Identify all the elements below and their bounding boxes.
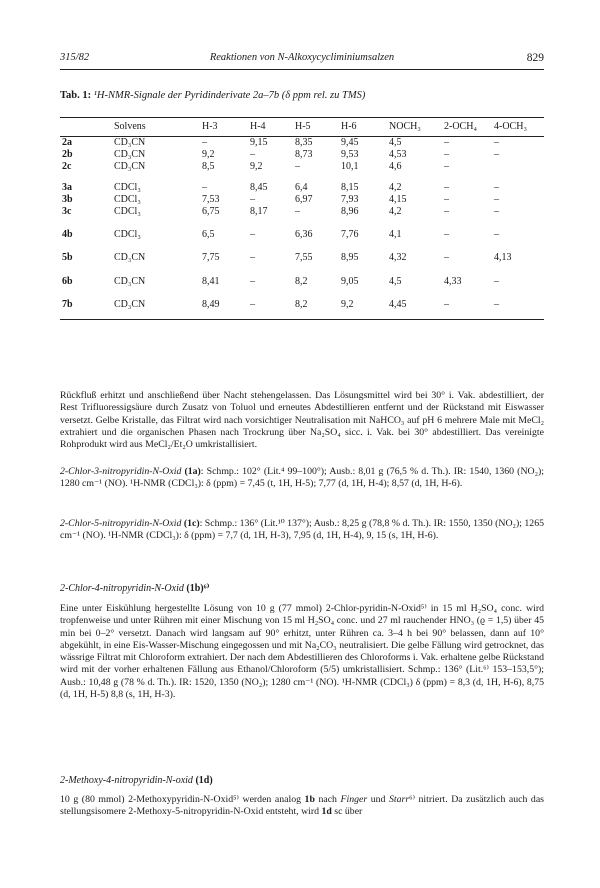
compound-cell: 2c	[62, 161, 72, 173]
table-cell: –	[444, 229, 449, 241]
table-cell: –	[250, 275, 255, 287]
table-row	[60, 137, 544, 150]
table-cell: 8,96	[341, 206, 359, 218]
bottom-rule-cell	[60, 311, 544, 320]
table-row	[60, 161, 544, 173]
table-cell: 4,6	[389, 161, 402, 173]
compound-cell: 2a	[62, 137, 72, 148]
issue-code: 315/82	[60, 52, 90, 63]
table-cell: 9,2	[341, 298, 354, 310]
table-cell: –	[494, 229, 499, 241]
section-title-1d	[60, 775, 544, 786]
page-number: 829	[526, 52, 544, 64]
table-cell: 8,41	[202, 275, 220, 287]
table-cell: 9,2	[202, 149, 215, 161]
running-title: Reaktionen von N-Alkoxycycliminiumsalzen	[209, 52, 395, 63]
table-cell: 4,1	[389, 229, 402, 241]
table-cell: CD₃CN	[114, 149, 146, 161]
compound-cell: 2b	[62, 149, 73, 161]
compound-ref-1d: 1d	[321, 806, 332, 818]
text-run: ⁶⁾ nitriert. Da zusätzlich auch das stellungsisomere 2-Methoxy-5-nitropyridin-N-Oxid entsteht, wird	[60, 794, 544, 818]
section-title-1b	[60, 583, 544, 594]
compound-cell: 3c	[62, 206, 72, 218]
table-header-row	[60, 118, 544, 137]
table-cell: 4,5	[389, 137, 402, 148]
table-row	[60, 194, 544, 206]
table-cell: 8,73	[295, 149, 313, 161]
table-caption-text: ¹H-NMR-Signale der Pyridinderivate 2a–7b (δ ppm rel. zu TMS)	[93, 90, 366, 101]
compound-cell: 3a	[62, 181, 72, 193]
text-block-1	[60, 390, 544, 455]
table-cell: 8,95	[341, 252, 359, 264]
table-cell: 10,1	[341, 161, 359, 173]
header-rule	[60, 69, 544, 70]
spacer-cell	[60, 174, 544, 182]
table-cell: 7,76	[341, 229, 359, 241]
table-cell: 4,13	[494, 252, 512, 264]
table-cell: –	[444, 137, 449, 148]
table-cell: –	[250, 229, 255, 241]
table-cell: –	[202, 181, 207, 193]
table-cell: –	[494, 206, 499, 218]
table-cell: 8,49	[202, 298, 220, 310]
table-cell: 6,75	[202, 206, 220, 218]
table-cell: 6,5	[202, 229, 215, 241]
table-cell	[492, 161, 544, 173]
section-name-1b: 2-Chlor-4-nitropyridin-N-Oxid	[60, 583, 184, 594]
table-cell: 4,5	[389, 275, 402, 287]
column-header: NOCH₃	[387, 118, 442, 137]
table-cell: –	[202, 137, 207, 148]
column-header	[60, 118, 112, 137]
column-header: 2-OCH₄	[442, 118, 492, 137]
column-header: H-6	[339, 118, 387, 137]
table-cell: –	[494, 181, 499, 193]
table-caption	[60, 90, 544, 101]
table-cell: CD₃CN	[114, 161, 146, 173]
spacer-cell	[60, 265, 544, 276]
table-cell: 7,55	[295, 252, 313, 264]
compound-label-1c: (1c)	[183, 518, 200, 529]
paragraph-1a	[60, 466, 544, 491]
table-cell: 9,15	[250, 137, 268, 148]
table-cell: –	[295, 206, 300, 218]
text-run: und	[367, 794, 389, 805]
group-spacer	[60, 241, 544, 252]
table-cell: CDCl₃	[114, 181, 141, 193]
compound-ref-1b: 1b	[304, 794, 315, 805]
group-spacer	[60, 218, 544, 229]
compound-cell: 4b	[62, 229, 73, 241]
table-cell: CD₃CN	[114, 252, 146, 264]
table-row	[60, 206, 544, 218]
paragraph-1d-procedure	[60, 794, 544, 819]
table-cell: 4,2	[389, 206, 402, 218]
paragraph-procedure-end: Rückfluß erhitzt und anschließend über Nacht stehengelassen. Das Lösungsmittel wird bei 30° i. Vak. abdestilliert, der Rest Trifluoressigsäure durch Zusatz von Toluol und erneutes Abdestillieren entfernt und der Rückstand mit Eiswasser versetzt. Gelbe Kristalle, das Filtrat wird nach vorsichtiger Neutralisation mit NaHCO₃ auf pH 6 mehrere Male mit MeCl₂ extrahiert und die organischen Phasen nach Trockrung über Na₂SO₄ sicc. i. Vak. bei 30° abdestilliert. Das vereinigte Rohprodukt wird aus MeCl₂/Et₂O umkristallisiert.	[60, 390, 544, 451]
table-cell: 8,17	[250, 206, 268, 218]
table-cell: –	[494, 193, 499, 205]
table-cell: CD₃CN	[114, 298, 146, 310]
table-cell: 8,15	[341, 181, 359, 193]
table-cell: –	[494, 275, 499, 287]
table-cell: 9,05	[341, 275, 359, 287]
compound-data-1a: : Schmp.: 102° (Lit.⁴ 99–100°); Ausb.: 8,01 g (76,5 % d. Th.). IR: 1540, 1360 (NO₂); 1280 cm⁻¹ (NO). ¹H-NMR (CDCl₃): δ (ppm) = 7,45 (t, 1H, H-5); 7,77 (d, 1H, H-4); 8,57 (d, 1H, H-6).	[60, 466, 544, 490]
table-cell: CDCl₃	[114, 229, 141, 241]
column-header: H-4	[248, 118, 293, 137]
compound-name-1a: 2-Chlor-3-nitropyridin-N-Oxid	[60, 466, 182, 477]
table-cell: 8,45	[250, 181, 268, 193]
text-block-1d	[60, 794, 544, 823]
table-cell: –	[250, 149, 255, 161]
table-cell: 4,33	[444, 275, 462, 287]
table-cell: CD₃CN	[114, 275, 146, 287]
table-cell: 9,53	[341, 149, 359, 161]
table-row	[60, 299, 544, 311]
table-cell: CDCl₃	[114, 193, 141, 205]
section-name-1d: 2-Methoxy-4-nitropyridin-N-oxid	[60, 775, 193, 786]
table-cell: –	[444, 161, 449, 173]
text-run: sc über	[331, 806, 363, 818]
table-row	[60, 149, 544, 161]
table-cell: 8,2	[295, 275, 308, 287]
text-block-1a	[60, 466, 544, 495]
group-spacer	[60, 265, 544, 276]
compound-cell: 3b	[62, 193, 73, 205]
table-row	[60, 276, 544, 288]
running-header	[60, 52, 544, 68]
compound-name-1c: 2-Chlor-5-nitropyridin-N-Oxid	[60, 518, 182, 529]
table-cell: –	[494, 137, 499, 148]
compound-label-1a: (1a)	[184, 466, 201, 477]
table-cell: 6,4	[295, 181, 308, 193]
table-cell: –	[250, 252, 255, 264]
table-cell: 4,2	[389, 181, 402, 193]
spacer-cell	[60, 288, 544, 299]
spacer-cell	[60, 218, 544, 229]
table-cell: 9,2	[250, 161, 263, 173]
table-cell: 4,15	[389, 193, 407, 205]
table-cell: 9,45	[341, 137, 359, 148]
table-cell: 4,32	[389, 252, 407, 264]
column-header: 4-OCH₃	[492, 118, 544, 137]
spacer-cell	[60, 241, 544, 252]
table-label: Tab. 1:	[60, 90, 92, 101]
column-header: Solvens	[112, 118, 200, 137]
table-body	[60, 137, 544, 320]
table-cell: –	[444, 149, 449, 161]
table-cell: 6,36	[295, 229, 313, 241]
compound-cell: 6b	[62, 275, 73, 287]
paragraph-1c	[60, 518, 544, 543]
table-cell: –	[444, 206, 449, 218]
table-cell: –	[494, 298, 499, 310]
nmr-table	[60, 117, 544, 320]
table-cell: –	[444, 252, 449, 264]
table-cell: 7,93	[341, 193, 359, 205]
table-row	[60, 229, 544, 241]
table-cell: –	[250, 193, 255, 205]
section-label-1d: (1d)	[195, 775, 213, 786]
table-row	[60, 182, 544, 194]
text-block-1b	[60, 603, 544, 705]
group-spacer	[60, 174, 544, 182]
text-block-1c	[60, 518, 544, 547]
text-run: 10 g (80 mmol) 2-Methoxypyridin-N-Oxid⁵⁾ werden analog	[60, 794, 305, 805]
table-row	[60, 252, 544, 264]
table-cell: 8,2	[295, 298, 308, 310]
table-cell: 8,35	[295, 137, 313, 148]
table-cell: CD₃CN	[114, 137, 146, 148]
table-cell: –	[444, 181, 449, 193]
paragraph-1b-procedure: Eine unter Eiskühlung hergestellte Lösung von 10 g (77 mmol) 2-Chlor-pyridin-N-Oxid⁵⁾ in 15 ml H₂SO₄ conc. wird tropfenweise und unter Rühren mit einer Mischung von 15 ml H₂SO₄ conc. und 27 ml rauchender HNO₃ (ϱ = 1,5) über 45 min bei 0–2° versetzt. Danach wird langsam auf 90° erhitzt, unter Rühren ca. 3–4 h bei 90° belassen, dann auf 10° abgekühlt, in eine Eis-Wasser-Mischung eingegossen und mit Na₂CO₃ neutralisiert. Die gelbe Fällung wird getrocknet, das wässrige Filtrat mit Chloroform extrahiert. Der nach dem Abdestillieren des Chloroforms i. Vak. erhaltene gelbe Rückstand wird mit der vorher erhaltenen Fällung aus Ethanol/Chloroform (5/5) umkristallisiert. Schmp.: 136° (Lit.⁶⁾ 153–153,5°); Ausb.: 10,48 g (78 % d. Th.). IR: 1520, 1350 (NO₂); 1280 cm⁻¹ (NO). ¹H-NMR (CDCl₃) δ (ppm) = 8,3 (d, 1H, H-6), 8,75 (d, 1H, H-5) 8,8 (s, 1H, H-3).	[60, 603, 544, 701]
table-cell: 6,97	[295, 193, 313, 205]
compound-cell: 5b	[62, 252, 73, 264]
column-header: H-5	[293, 118, 339, 137]
table-cell: –	[444, 193, 449, 205]
compound-cell: 7b	[62, 298, 73, 310]
group-spacer	[60, 288, 544, 299]
table-cell: CDCl₃	[114, 206, 141, 218]
column-header: H-3	[200, 118, 248, 137]
table-cell: 4,53	[389, 149, 407, 161]
author-name-finger: Finger	[340, 794, 368, 805]
section-label-1b: (1b)⁶⁾	[186, 583, 210, 594]
table-cell: 8,5	[202, 161, 215, 173]
table-cell: –	[444, 298, 449, 310]
table-cell: –	[295, 161, 300, 173]
table-cell: –	[494, 149, 499, 161]
table-cell: 7,53	[202, 193, 220, 205]
table-cell: 7,75	[202, 252, 220, 264]
text-run: nach	[314, 794, 341, 805]
table-cell: 4,45	[389, 298, 407, 310]
table-bottom-rule	[60, 311, 544, 320]
compound-data-1c: : Schmp.: 136° (Lit.¹⁰ 137°); Ausb.: 8,25 g (78,8 % d. Th.). IR: 1550, 1350 (NO₂); 1265 cm⁻¹ (NO). ¹H-NMR (CDCl₃): δ (ppm) = 7,7 (d, 1H, H-3), 7,95 (d, 1H, H-4), 9, 15 (s, 1H, H-6).	[60, 518, 544, 542]
table-cell: –	[250, 298, 255, 310]
author-name-starr: Starr	[389, 794, 410, 805]
